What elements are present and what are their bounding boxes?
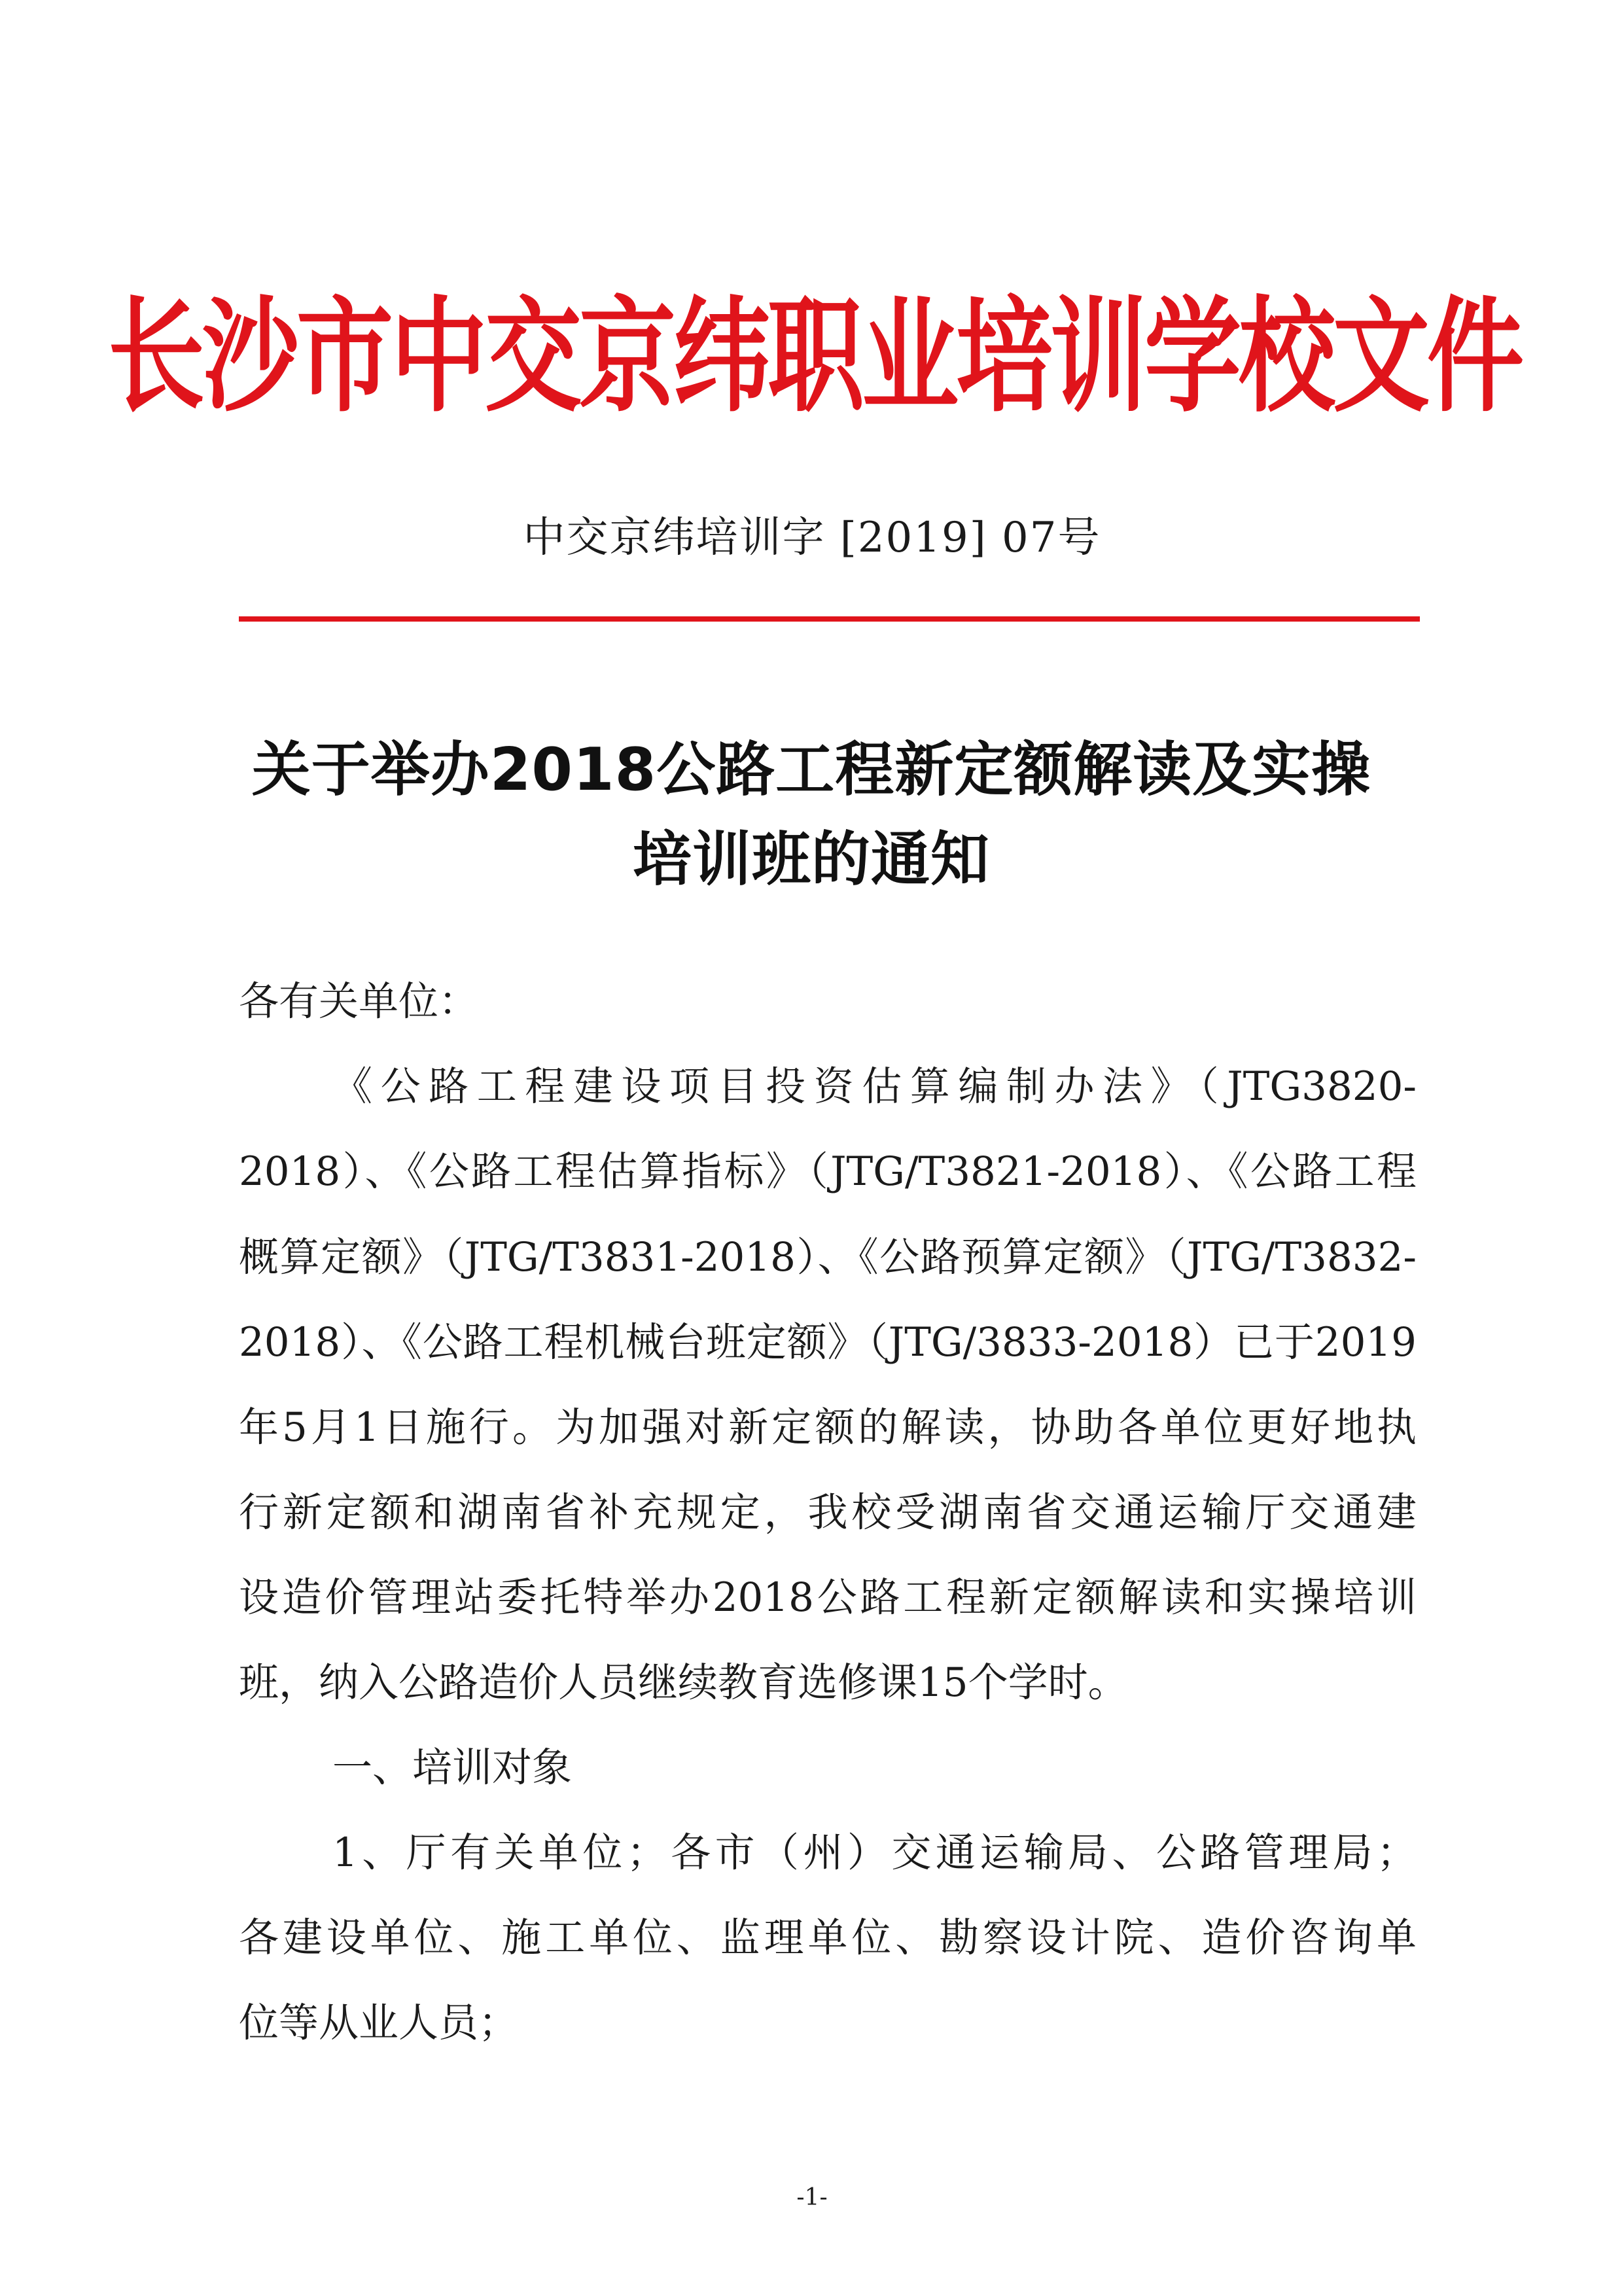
paragraph-line: 年5月1日施行。为加强对新定额的解读，协助各单位更好地执 <box>239 1404 1417 1451</box>
paragraph-line: 2018）、《公路工程机械台班定额》（JTG/3833-2018）已于2019 <box>239 1319 1417 1366</box>
paragraph-line: 行新定额和湖南省补充规定，我校受湖南省交通运输厅交通建 <box>239 1489 1417 1536</box>
list-item-line: 各建设单位、施工单位、监理单位、勘察设计院、造价咨询单 <box>239 1915 1417 1961</box>
paragraph-line: 概算定额》（JTG/T3831-2018）、《公路预算定额》（JTG/T3832- <box>239 1234 1417 1280</box>
page-number: -1- <box>796 2184 828 2211</box>
masthead-title: 长沙市中交京纬职业培训学校文件 <box>108 285 1521 429</box>
notice-title-line-2: 培训班的通知 <box>633 825 990 894</box>
list-item-line: 1、厅有关单位；各市（州）交通运输局、公路管理局； <box>332 1829 1417 1876</box>
paragraph-line: 设造价管理站委托特举办2018公路工程新定额解读和实操培训 <box>239 1574 1417 1621</box>
red-divider-line <box>239 616 1420 622</box>
document-number: 中交京纬培训字 [2019] 07号 <box>523 514 1101 562</box>
list-item-line: 位等从业人员； <box>239 2000 519 2046</box>
paragraph-line: 《公路工程建设项目投资估算编制办法》（JTG3820- <box>332 1063 1417 1110</box>
paragraph-line: 班，纳入公路造价人员继续教育选修课15个学时。 <box>239 1659 1128 1706</box>
paragraph-line: 2018）、《公路工程估算指标》（JTG/T3821-2018）、《公路工程 <box>239 1148 1417 1195</box>
notice-title-line-1: 关于举办2018公路工程新定额解读及实操 <box>251 735 1371 804</box>
section-heading: 一、培训对象 <box>332 1744 573 1791</box>
salutation: 各有关单位： <box>239 978 479 1025</box>
